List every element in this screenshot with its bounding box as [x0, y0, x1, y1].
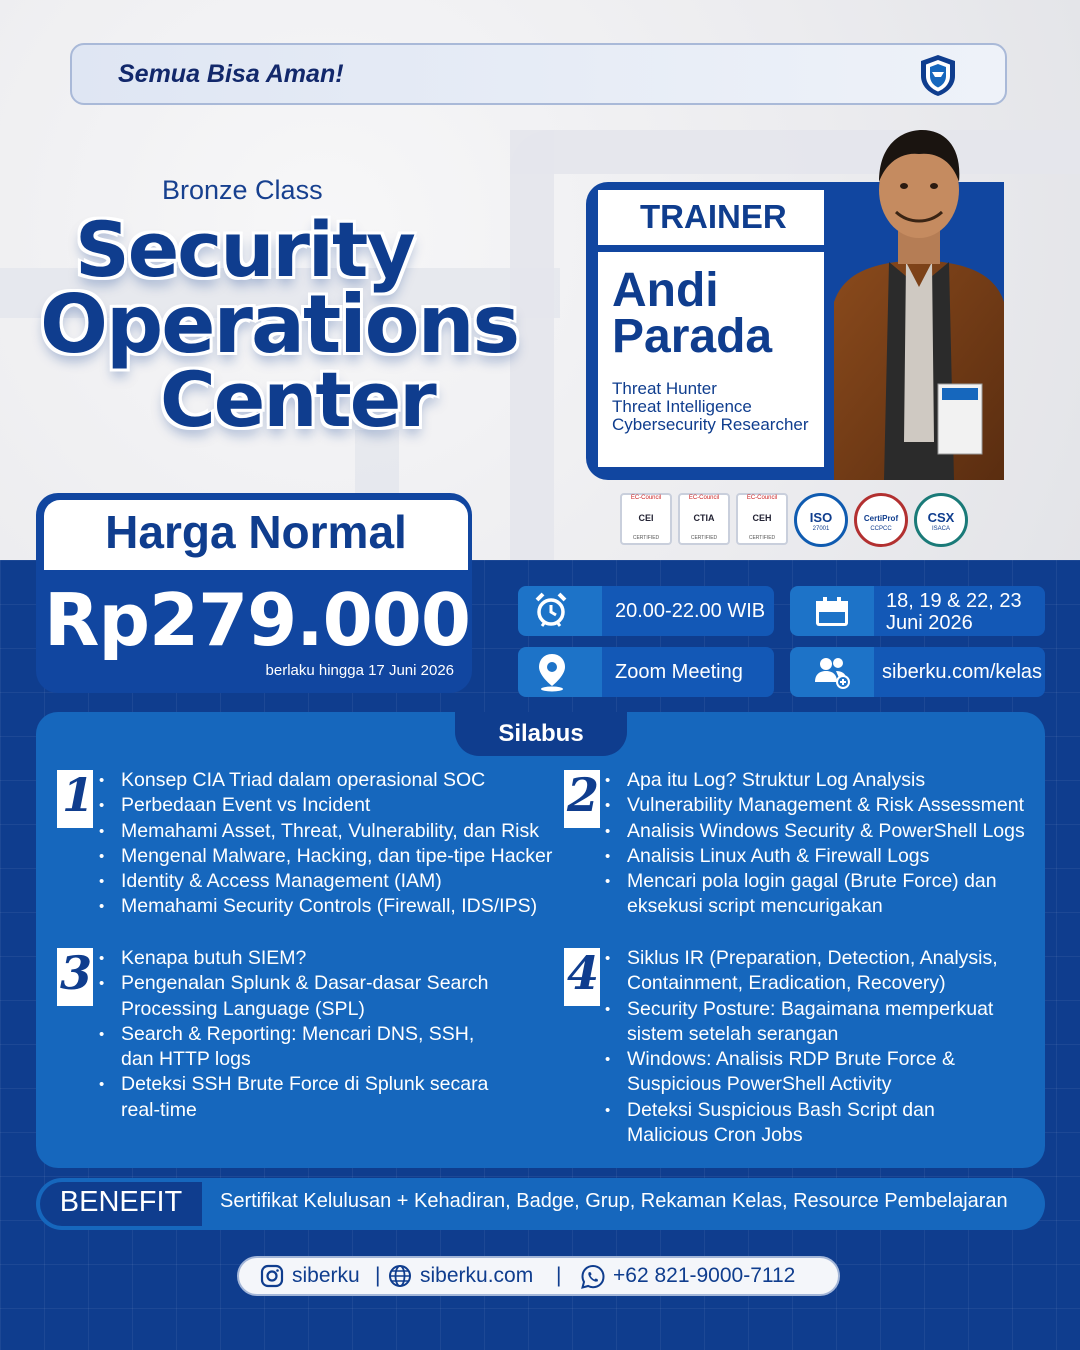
list-item: • Vulnerability Management & Risk Assessment: [605, 793, 1035, 818]
trainer-photo: [834, 112, 1004, 480]
title-line-3: Center: [160, 355, 435, 444]
list-item: • Mencari pola login gagal (Brute Force) dan eksekusi script mencurigakan: [605, 869, 1035, 920]
date-line: Juni 2026: [886, 612, 973, 634]
trainer-label: TRAINER: [640, 198, 787, 235]
link-text[interactable]: siberku.com/kelas: [882, 661, 1043, 683]
module-number: 2: [567, 768, 600, 822]
trainer-roles: [612, 380, 809, 434]
list-item: • Memahami Security Controls (Firewall, IDS/IPS): [99, 894, 559, 919]
location-pin-icon: [536, 652, 568, 692]
title-line-2: Operations: [40, 278, 519, 371]
instagram-icon: [260, 1264, 284, 1288]
benefit-label: BENEFIT: [59, 1186, 183, 1218]
footer-separator: |: [375, 1264, 381, 1287]
trainer-role: Cybersecurity Researcher: [612, 415, 809, 434]
cert-badge-ceh: EC-Council CEH CERTIFIED: [736, 493, 788, 545]
platform-text: Zoom Meeting: [615, 661, 743, 683]
module-number: 1: [62, 768, 95, 822]
instagram-handle[interactable]: siberku: [292, 1264, 360, 1287]
list-item: • Identity & Access Management (IAM): [99, 869, 559, 894]
list-item: • Deteksi Suspicious Bash Script dan Malicious Cron Jobs: [605, 1098, 1015, 1149]
list-item: • Windows: Analisis RDP Brute Force & Suspicious PowerShell Activity: [605, 1047, 1015, 1098]
price-label: Harga Normal: [105, 506, 407, 558]
syllabus-title: Silabus: [498, 720, 584, 747]
benefit-text: Sertifikat Kelulusan + Kehadiran, Badge, Grup, Rekaman Kelas, Resource Pembelajaran: [220, 1190, 1008, 1212]
module-4-list: [605, 946, 1015, 1148]
title-line-1: Security: [75, 205, 414, 294]
calendar-icon: [814, 596, 850, 628]
list-item: • Konsep CIA Triad dalam operasional SOC: [99, 768, 559, 793]
cert-badge-certiprof: CertiProf CCPCC: [854, 493, 908, 547]
alarm-clock-icon: [534, 591, 568, 629]
module-number: 4: [567, 946, 600, 1000]
whatsapp-icon: [580, 1264, 606, 1290]
list-item: • Pengenalan Splunk & Dasar-dasar Search Processing Language (SPL): [99, 971, 499, 1022]
footer-separator: |: [556, 1264, 562, 1287]
list-item: • Security Posture: Bagaimana memperkuat sistem setelah serangan: [605, 997, 1015, 1048]
website-link[interactable]: siberku.com: [420, 1264, 534, 1287]
list-item: • Search & Reporting: Mencari DNS, SSH, dan HTTP logs: [99, 1022, 499, 1073]
list-item: • Mengenal Malware, Hacking, dan tipe-tipe Hacker: [99, 844, 559, 869]
module-3-list: [99, 946, 499, 1123]
shield-logo-icon: [915, 52, 961, 98]
date-line: 18, 19 & 22, 23: [886, 590, 1022, 612]
cert-badge-cei: EC-Council CEI CERTIFIED: [620, 493, 672, 545]
list-item: • Analisis Windows Security & PowerShell Logs: [605, 819, 1035, 844]
tagline-text: Semua Bisa Aman!: [118, 60, 344, 88]
trainer-last-name: Parada: [612, 310, 773, 363]
cert-badge-iso: ISO 27001: [794, 493, 848, 547]
module-number: 3: [60, 946, 93, 1000]
list-item: • Kenapa butuh SIEM?: [99, 946, 499, 971]
module-1-list: [99, 768, 559, 920]
trainer-role: Threat Hunter: [612, 379, 717, 398]
time-text: 20.00-22.00 WIB: [615, 600, 766, 622]
list-item: • Perbedaan Event vs Incident: [99, 793, 559, 818]
cert-badge-csx: CSX ISACA: [914, 493, 968, 547]
trainer-role: Threat Intelligence: [612, 397, 752, 416]
list-item: • Deteksi SSH Brute Force di Splunk secara real-time: [99, 1072, 499, 1123]
list-item: • Apa itu Log? Struktur Log Analysis: [605, 768, 1035, 793]
whatsapp-number[interactable]: +62 821-9000-7112: [613, 1264, 796, 1287]
date-text: [886, 590, 1022, 634]
list-item: • Analisis Linux Auth & Firewall Logs: [605, 844, 1035, 869]
price-value: Rp279.000: [44, 578, 470, 662]
tagline-banner: [70, 43, 1007, 105]
module-2-list: [605, 768, 1035, 920]
class-level: Bronze Class: [162, 175, 323, 205]
cert-badge-ctia: EC-Council CTIA CERTIFIED: [678, 493, 730, 545]
trainer-name: [612, 264, 773, 363]
list-item: • Memahami Asset, Threat, Vulnerability, dan Risk: [99, 819, 559, 844]
price-validity-note: berlaku hingga 17 Juni 2026: [265, 662, 454, 679]
globe-icon: [388, 1264, 412, 1288]
group-users-icon: [812, 654, 852, 690]
list-item: • Siklus IR (Preparation, Detection, Analysis, Containment, Eradication, Recovery): [605, 946, 1015, 997]
trainer-first-name: Andi: [612, 264, 719, 317]
